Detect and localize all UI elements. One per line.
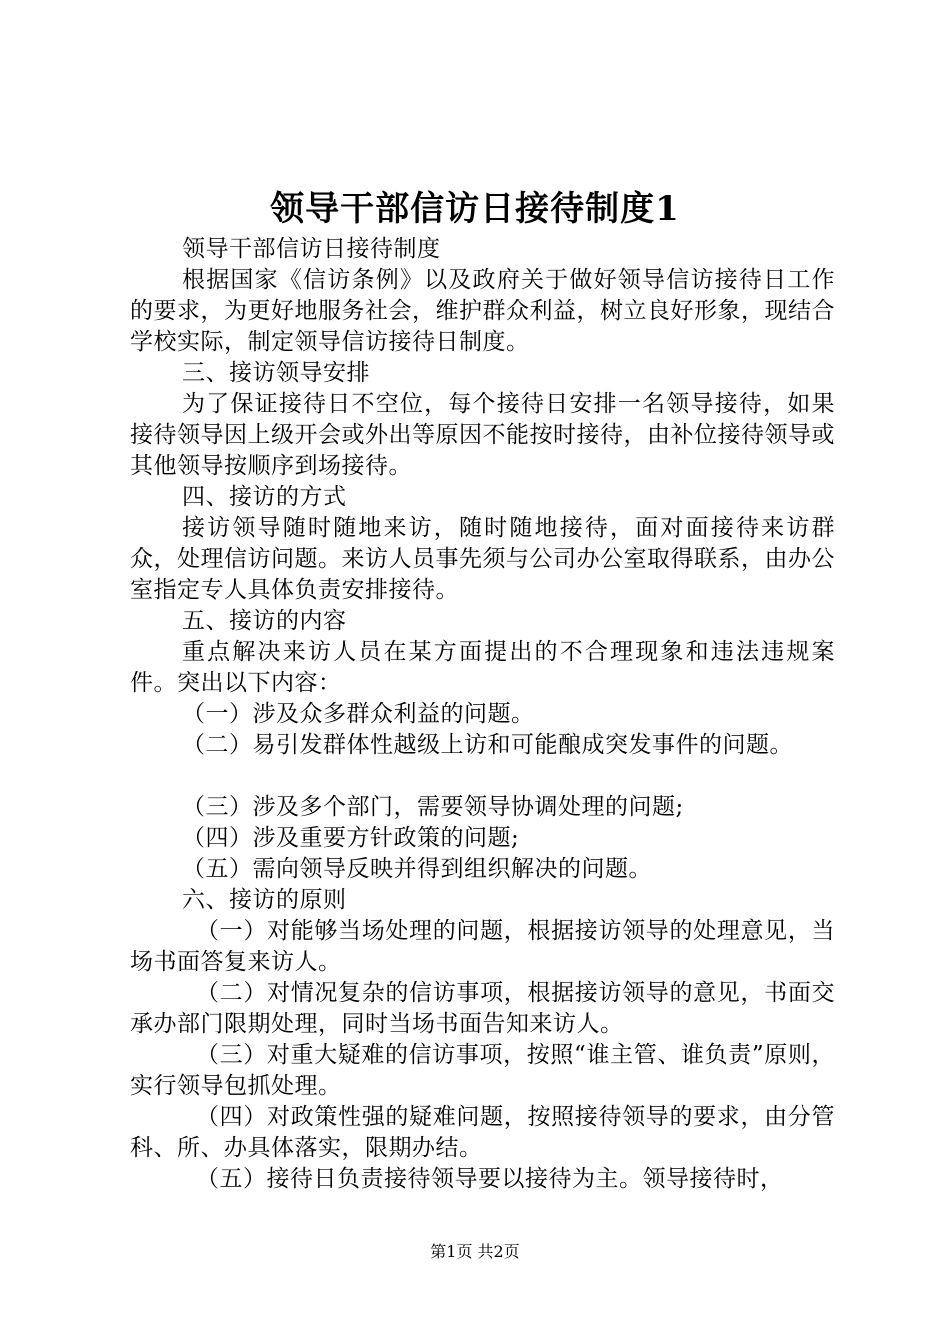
paragraph: 重点解决来访人员在某方面提出的不合理现象和违法违规案件。突出以下内容：: [130, 639, 835, 696]
paragraph: 为了保证接待日不空位，每个接待日安排一名领导接待，如果接待领导因上级开会或外出等原因不能按时接待，由补位接待领导或其他领导按顺序到场接待。: [130, 391, 835, 479]
page-footer: 第1页 共2页: [430, 1242, 520, 1261]
paragraph: 根据国家《信访条例》以及政府关于做好领导信访接待日工作的要求，为更好地服务社会，维护群众利益，树立良好形象，现结合学校实际，制定领导信访接待日制度。: [130, 267, 835, 355]
paragraph: 接访领导随时随地来访，随时随地接待，面对面接待来访群众，处理信访问题。来访人员事先须与公司办公室取得联系，由办公室指定专人具体负责安排接待。: [130, 515, 835, 603]
paragraph: （四）对政策性强的疑难问题，按照接待领导的要求，由分管科、所、办具体落实，限期办结。: [130, 1104, 835, 1161]
section-heading: 四、接访的方式: [182, 484, 347, 510]
document-body: [130, 234, 835, 1195]
section-heading: 五、接访的内容: [182, 608, 347, 634]
paragraph: （二）对情况复杂的信访事项，根据接访领导的意见，书面交承办部门限期处理，同时当场书面告知来访人。: [130, 980, 835, 1037]
paragraph: （二）易引发群体性越级上访和可能酿成突发事件的问题。: [182, 732, 793, 758]
paragraph: （五）需向领导反映并得到组织解决的问题。: [182, 856, 652, 882]
section-heading: 三、接访领导安排: [182, 360, 370, 386]
paragraph: （三）涉及多个部门，需要领导协调处理的问题;: [182, 794, 684, 820]
document-title: 领导干部信访日接待制度1: [270, 189, 680, 229]
paragraph-gap: [130, 761, 835, 792]
paragraph: （一）对能够当场处理的问题，根据接访领导的处理意见，当场书面答复来访人。: [130, 918, 835, 975]
paragraph: （一）涉及众多群众利益的问题。: [182, 701, 535, 727]
section-heading: 领导干部信访日接待制度: [182, 236, 441, 262]
paragraph: （五）接待日负责接待领导要以接待为主。领导接待时，: [196, 1166, 784, 1192]
paragraph: （四）涉及重要方针政策的问题;: [182, 825, 520, 851]
section-heading: 六、接访的原则: [182, 887, 347, 913]
paragraph: （三）对重大疑难的信访事项，按照“谁主管、谁负责”原则，实行领导包抓处理。: [130, 1042, 835, 1099]
